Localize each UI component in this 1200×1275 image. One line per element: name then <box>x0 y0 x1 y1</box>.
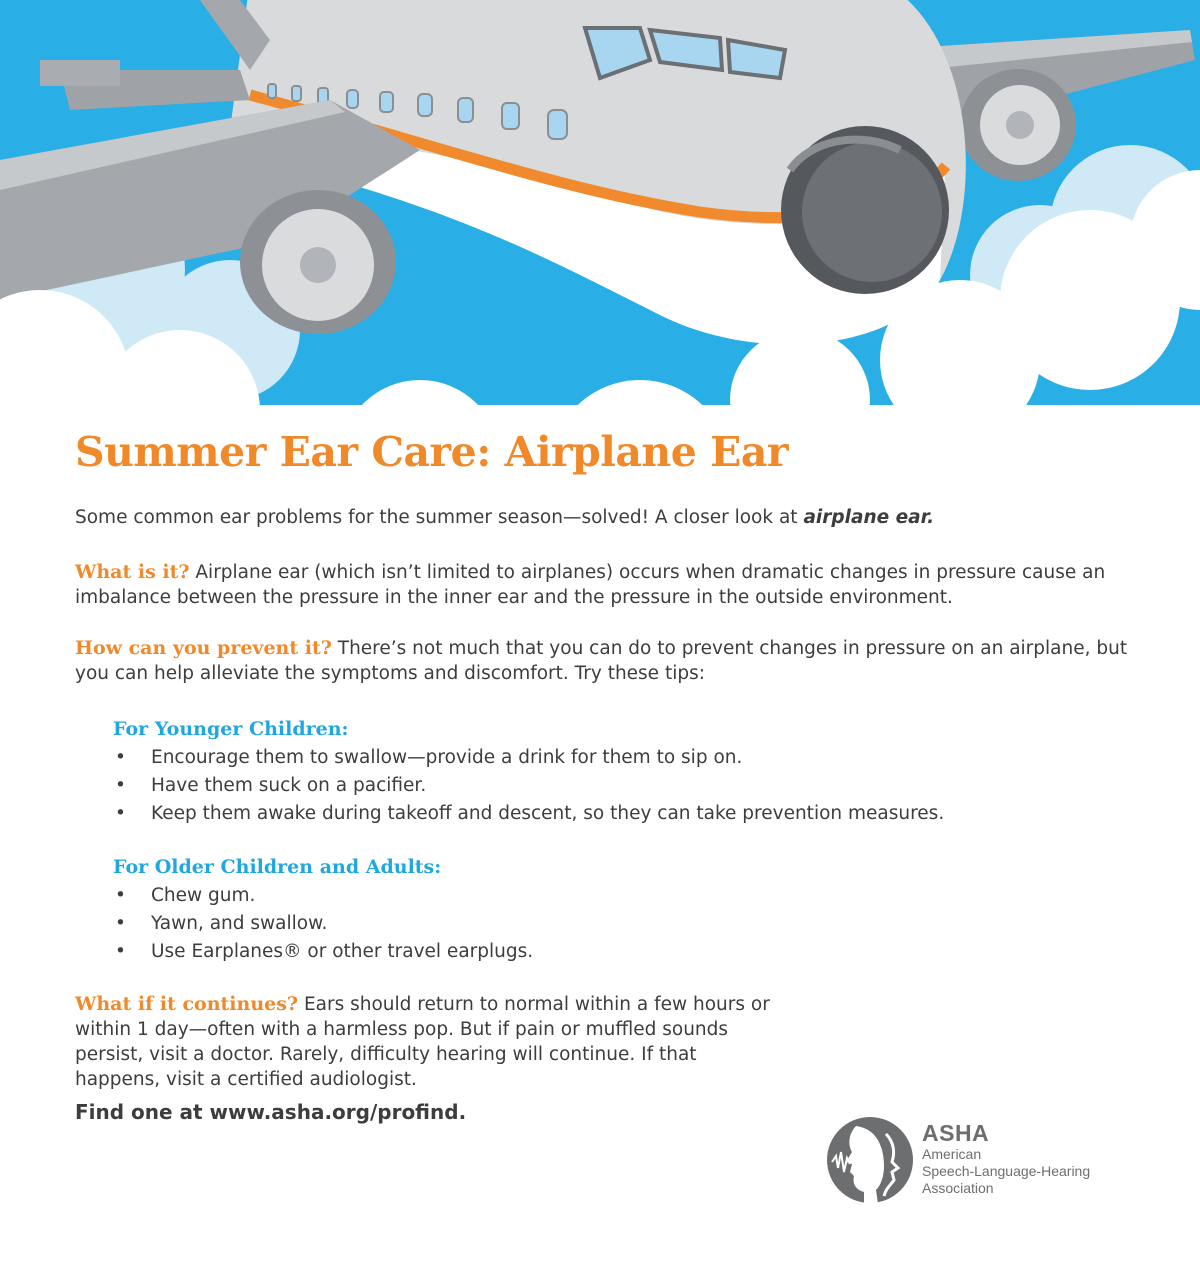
continues-heading: What if it continues? <box>75 993 299 1015</box>
prevent-heading: How can you prevent it? <box>75 637 332 659</box>
page-title: Summer Ear Care: Airplane Ear <box>75 428 789 476</box>
continues-paragraph <box>75 992 775 1092</box>
prevent-text: There’s not much that you can do to prevent changes in pressure on an airplane, but you can help alleviate the symptoms and discomfort. Try these tips: <box>75 638 1128 684</box>
what-is-it-paragraph <box>75 560 1135 610</box>
intro-text: Some common ear problems for the summer season—solved! A closer look at <box>75 507 804 528</box>
asha-profile-icon <box>826 1116 914 1204</box>
prevent-paragraph <box>75 636 1135 686</box>
airplane-illustration <box>0 0 1200 430</box>
older-children-tips <box>113 854 1135 966</box>
list-item: • Chew gum. <box>113 882 1135 910</box>
list-item: • Encourage them to swallow—provide a drink for them to sip on. <box>113 744 1135 772</box>
younger-children-tips <box>113 716 1135 828</box>
asha-line-1: American <box>922 1146 982 1162</box>
asha-line-2: Speech-Language-Hearing <box>922 1163 1091 1179</box>
younger-children-list <box>113 744 1135 828</box>
younger-children-heading: For Younger Children: <box>113 718 349 740</box>
continues-text: Ears should return to normal within a few hours or within 1 day—often with a harmless pop. But if pain or muffled sounds persist, visit a doctor. Rarely, difficulty hearing will continue. If that happens, visit a certified audiologist. <box>75 994 770 1090</box>
asha-logo <box>826 1116 1126 1206</box>
list-item: • Use Earplanes® or other travel earplugs. <box>113 938 1135 966</box>
article <box>75 425 1135 1126</box>
intro-paragraph <box>75 505 1135 530</box>
what-is-it-heading: What is it? <box>75 561 190 583</box>
intro-emphasis: airplane ear. <box>803 507 935 528</box>
list-item: • Keep them awake during takeoff and descent, so they can take prevention measures. <box>113 800 1135 828</box>
older-children-list <box>113 882 1135 966</box>
list-item: • Yawn, and swallow. <box>113 910 1135 938</box>
asha-name: ASHA <box>922 1120 990 1146</box>
profind-link-text: Find one at www.asha.org/profind. <box>75 1100 467 1124</box>
asha-line-3: Association <box>922 1180 994 1196</box>
older-children-heading: For Older Children and Adults: <box>113 856 442 878</box>
what-is-it-text: Airplane ear (which isn’t limited to airplanes) occurs when dramatic changes in pressure cause an imbalance between the pressure in the inner ear and the pressure in the outside environment. <box>75 562 1106 608</box>
asha-logo-text <box>922 1120 1090 1197</box>
list-item: • Have them suck on a pacifier. <box>113 772 1135 800</box>
